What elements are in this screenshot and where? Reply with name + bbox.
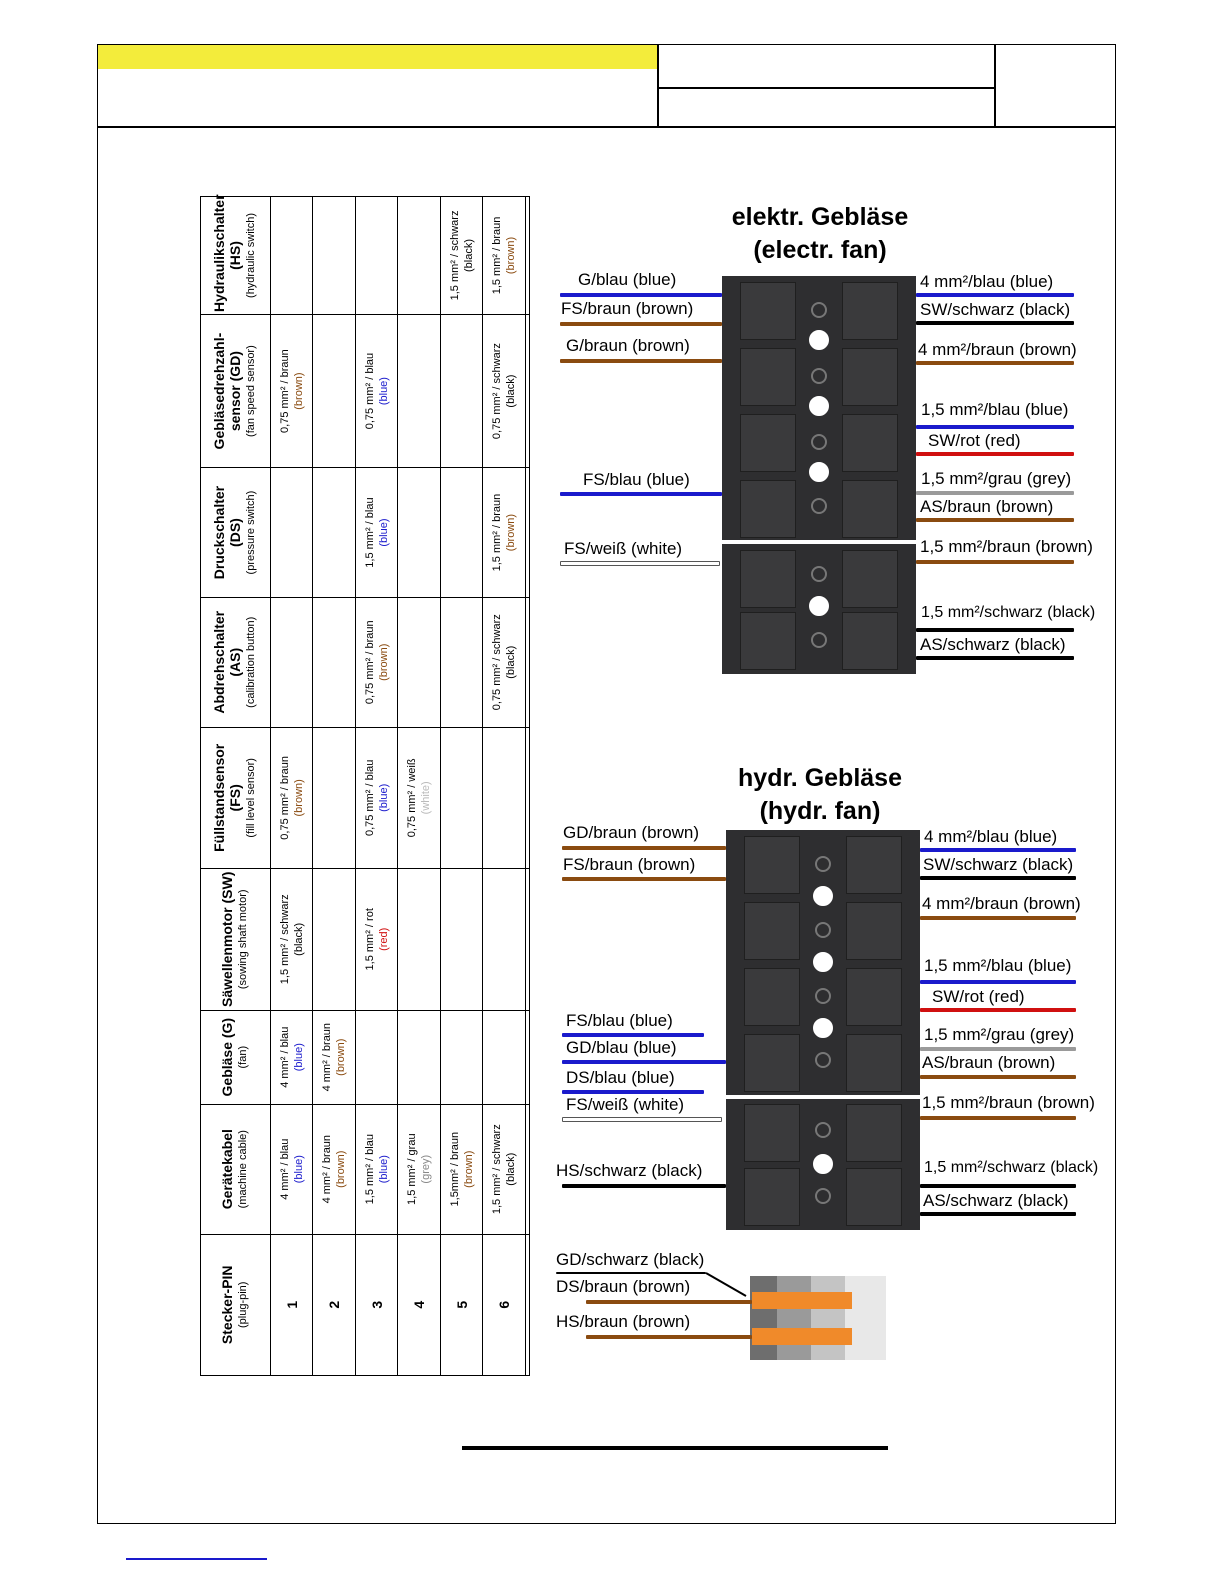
table-cell [270, 197, 312, 315]
header-divider-2 [994, 45, 996, 127]
table-row [355, 197, 397, 1376]
cell-color: (red) [377, 927, 390, 951]
header-main: Druckschalter (DS) [211, 485, 244, 580]
cell-spec: 1,5 mm² / schwarz [448, 210, 461, 301]
header-sub: (machine cable) [237, 1130, 250, 1209]
elec-fan-title-en: (electr. fan) [753, 236, 887, 264]
cell-color: (brown) [505, 236, 518, 275]
table-cell [483, 314, 525, 467]
table-cell [483, 1104, 525, 1234]
table-cell [355, 869, 397, 1010]
hydr-right-wire-10 [920, 1212, 1076, 1216]
hydr-right-label-5: SW/rot (red) [932, 987, 1025, 1006]
elec-left-label-3: G/braun (brown) [566, 336, 690, 355]
hydr-right-label-2: SW/schwarz (black) [923, 855, 1074, 874]
table-cell [355, 1010, 397, 1104]
cell-color: (black) [505, 1152, 518, 1186]
hydr-left-wire-4 [562, 1060, 726, 1064]
hydr-right-wire-3 [920, 916, 1076, 920]
cell-color: (brown) [335, 1038, 348, 1076]
header-middle-line [658, 87, 995, 89]
table-cell [440, 869, 482, 1010]
table-cell [483, 727, 525, 868]
cell-color: (blue) [377, 377, 390, 406]
table-cell [398, 869, 440, 1010]
cell-spec: 4 mm² / braun [321, 1022, 334, 1092]
table-header-3 [201, 869, 271, 1010]
cell-color: (blue) [377, 518, 390, 547]
hydr-fan-connector [726, 830, 920, 1230]
header-main: Gebläsedrehzahl-sensor (GD) [211, 332, 244, 450]
elec-right-wire-1 [916, 293, 1074, 297]
cell-spec: 0,75 mm² / braun [278, 755, 291, 840]
cell-color: (blue) [377, 1155, 390, 1184]
header-sub: (fan speed sensor) [245, 345, 258, 437]
hydr-left-wire-3 [562, 1033, 704, 1037]
pin-number: 6 [483, 1234, 525, 1375]
pin-number: 4 [398, 1234, 440, 1375]
table-header-1 [201, 1104, 271, 1234]
header-sub: (calibration button) [245, 616, 258, 708]
hydr-right-wire-1 [920, 848, 1076, 852]
footer-link-underline [126, 1558, 267, 1560]
hswitch-label-3: HS/braun (brown) [556, 1312, 691, 1331]
pin-number: 3 [355, 1234, 397, 1375]
hydr-right-label-4: 1,5 mm²/blau (blue) [924, 956, 1072, 975]
hydraulic-switch-pin-2 [752, 1328, 852, 1345]
cell-spec: 0,75 mm² / schwarz [491, 343, 504, 440]
table-cell [483, 869, 525, 1010]
elec-right-wire-8 [916, 560, 1074, 564]
hydr-right-label-6: 1,5 mm²/grau (grey) [924, 1025, 1075, 1044]
table-cell [355, 727, 397, 868]
elec-right-label-2: SW/schwarz (black) [920, 300, 1071, 319]
header-divider-1 [657, 45, 659, 127]
cell-spec: 4 mm² / blau [278, 1138, 291, 1200]
table-header-4 [201, 727, 271, 868]
elec-fan-title-de: elektr. Gebläse [731, 203, 909, 231]
table-cell [398, 314, 440, 467]
elec-left-wire-4 [560, 492, 722, 496]
cell-spec: 4 mm² / blau [278, 1026, 291, 1088]
hswitch-diagonal-wire [700, 1270, 760, 1300]
table-cell [525, 727, 529, 868]
elec-left-wire-3 [560, 359, 722, 363]
pin-assignment-table [200, 196, 530, 1376]
table-row [398, 197, 440, 1376]
cell-spec: 0,75 mm² / schwarz [491, 614, 504, 711]
pin-number: 1 [270, 1234, 312, 1375]
hswitch-label-2: DS/braun (brown) [556, 1277, 691, 1296]
table-cell [398, 1104, 440, 1234]
hydr-connector-gap [720, 1095, 924, 1099]
cell-spec: 1,5 mm² / grau [406, 1133, 419, 1205]
table-cell [440, 597, 482, 727]
hswitch-label-1: GD/schwarz (black) [556, 1250, 705, 1269]
elec-right-label-7: AS/braun (brown) [920, 497, 1054, 516]
table-cell [270, 727, 312, 868]
table-row [440, 197, 482, 1376]
table-cell [525, 197, 529, 315]
hydr-right-wire-4 [920, 980, 1076, 984]
elec-left-wire-5 [560, 561, 720, 566]
table-row [483, 197, 525, 1376]
header-main: Stecker-PIN [219, 1265, 236, 1345]
header-highlight-bar [98, 45, 658, 69]
cell-spec: 1,5 mm² / rot [363, 908, 376, 971]
hydr-right-label-7: AS/braun (brown) [922, 1053, 1056, 1072]
hydr-right-wire-6 [920, 1047, 1076, 1051]
table-cell [355, 1104, 397, 1234]
cell-color: (brown) [462, 1150, 475, 1188]
table-cell [355, 597, 397, 727]
table-cell [313, 468, 355, 598]
table-cell [525, 869, 529, 1010]
table-cell [525, 1010, 529, 1104]
table-cell [483, 468, 525, 598]
hydr-left-label-2: FS/braun (brown) [563, 855, 696, 874]
table-cell [270, 597, 312, 727]
cell-spec: 0,75 mm² / blau [363, 352, 376, 430]
table-cell [483, 597, 525, 727]
pin-number: 5 [440, 1234, 482, 1375]
header-sub: (fill level sensor) [245, 758, 258, 838]
cell-spec: 1,5 mm² / schwarz [491, 1124, 504, 1215]
elec-right-wire-3 [916, 361, 1074, 365]
hydraulic-switch-connector [750, 1276, 886, 1360]
hydr-left-label-4: GD/blau (blue) [566, 1038, 677, 1057]
hydr-right-wire-2 [920, 876, 1076, 880]
cell-color: (brown) [335, 1150, 348, 1188]
hydr-right-label-10: AS/schwarz (black) [923, 1191, 1069, 1210]
header-sub: (fan) [237, 1045, 250, 1069]
cell-spec: 1,5 mm² / braun [491, 493, 504, 572]
elec-left-label-5: FS/weiß (white) [564, 539, 683, 558]
cell-color: (black) [292, 922, 305, 956]
cell-color: (brown) [505, 513, 518, 552]
cell-color: (black) [505, 645, 518, 679]
table-cell [398, 197, 440, 315]
cell-spec: 1,5 mm² / schwarz [278, 894, 291, 985]
elec-right-label-9: 1,5 mm²/schwarz (black) [921, 604, 1096, 621]
cell-color: (blue) [377, 783, 390, 812]
cell-color: (black) [462, 238, 475, 272]
cell-spec: 1,5 mm² / braun [491, 216, 504, 295]
elec-fan-title [700, 201, 940, 267]
hswitch-wire-2 [586, 1300, 752, 1304]
table-header-5 [201, 597, 271, 727]
header-main: Hydraulikschalter (HS) [211, 194, 244, 312]
elec-right-wire-9 [916, 628, 1074, 632]
hydr-fan-title-de: hydr. Gebläse [738, 764, 902, 792]
cell-color: (blue) [292, 1043, 305, 1072]
table-cell [440, 197, 482, 315]
cell-spec: 1,5 mm² / blau [363, 1134, 376, 1205]
table-cell [398, 597, 440, 727]
table-cell [270, 468, 312, 598]
elec-right-wire-6 [916, 491, 1074, 495]
hydr-left-wire-6 [562, 1117, 722, 1122]
header-sub: (sowing shaft motor) [237, 889, 250, 990]
hydr-right-label-8: 1,5 mm²/braun (brown) [922, 1093, 1095, 1112]
header-sub: (pressure switch) [245, 490, 258, 575]
table-cell [440, 1104, 482, 1234]
table-cell [270, 314, 312, 467]
hydr-left-label-7: HS/schwarz (black) [556, 1161, 703, 1180]
elec-right-wire-10 [916, 656, 1074, 660]
table-cell [398, 468, 440, 598]
hydr-right-wire-8 [920, 1116, 1076, 1120]
table-cell [525, 597, 529, 727]
elec-right-label-5: SW/rot (red) [928, 431, 1021, 450]
table-cell [483, 197, 525, 315]
elec-left-label-1: G/blau (blue) [578, 270, 677, 289]
pin-number [525, 1234, 529, 1375]
elec-right-label-8: 1,5 mm²/braun (brown) [920, 537, 1093, 556]
table-cell [355, 468, 397, 598]
table-cell [313, 314, 355, 467]
hswitch-wire-3 [586, 1335, 752, 1339]
header-main: Füllstandsensor (FS) [211, 743, 244, 852]
table-cell [525, 314, 529, 467]
cell-color: (black) [505, 374, 518, 408]
table-cell [525, 1104, 529, 1234]
cell-spec: 0,75 mm² / braun [278, 349, 291, 433]
table-cell [313, 197, 355, 315]
hydr-fan-title [700, 762, 940, 828]
table-cell [270, 869, 312, 1010]
cell-color: (white) [420, 781, 433, 815]
elec-right-label-3: 4 mm²/braun (brown) [918, 340, 1077, 359]
cell-spec: 1,5 mm² / blau [363, 497, 376, 568]
cell-color: (grey) [420, 1154, 433, 1184]
cell-color: (brown) [292, 372, 305, 410]
header-main: Säwellenmotor (SW) [219, 871, 236, 1007]
hydr-left-label-5: DS/blau (blue) [566, 1068, 675, 1087]
table-cell [355, 197, 397, 315]
table-cell [483, 1010, 525, 1104]
hswitch-wire-1 [556, 1272, 706, 1274]
hydr-right-label-9: 1,5 mm²/schwarz (black) [924, 1159, 1099, 1176]
header-main: Abdrehschalter (AS) [211, 610, 244, 714]
elec-left-label-2: FS/braun (brown) [561, 299, 694, 318]
table-cell [270, 1104, 312, 1234]
hydr-left-label-6: FS/weiß (white) [566, 1095, 685, 1114]
cell-spec: 1,5mm² / braun [448, 1131, 461, 1207]
elec-right-label-1: 4 mm²/blau (blue) [920, 272, 1054, 291]
hydr-right-label-1: 4 mm²/blau (blue) [924, 827, 1058, 846]
table-cell [313, 869, 355, 1010]
header-sub: (hydraulic switch) [245, 213, 258, 298]
elec-left-wire-2 [560, 322, 722, 326]
table-cell [525, 468, 529, 598]
hydr-left-wire-1 [562, 846, 726, 850]
elec-connector-gap [716, 540, 920, 544]
hydr-left-label-1: GD/braun (brown) [563, 823, 700, 842]
hydr-right-wire-9 [920, 1184, 1076, 1188]
table-header-7 [201, 314, 271, 467]
elec-right-label-6: 1,5 mm²/grau (grey) [921, 469, 1072, 488]
hydr-left-wire-5 [562, 1090, 704, 1094]
elec-right-label-4: 1,5 mm²/blau (blue) [921, 400, 1069, 419]
elec-right-wire-5 [916, 452, 1074, 456]
elec-fan-connector [722, 276, 916, 674]
cell-spec: 0,75 mm² / blau [363, 759, 376, 837]
table-header-2 [201, 1010, 271, 1104]
table-cell [398, 1010, 440, 1104]
table-cell [440, 468, 482, 598]
cell-spec: 0,75 mm² / braun [363, 620, 376, 705]
table-cell [313, 597, 355, 727]
elec-left-label-4: FS/blau (blue) [583, 470, 690, 489]
hydr-right-wire-7 [920, 1075, 1076, 1079]
header-main: Gerätekabel [219, 1129, 236, 1210]
hydraulic-switch-pin-1 [752, 1292, 852, 1309]
table-header-0 [201, 1234, 271, 1375]
table-cell [313, 727, 355, 868]
table-cell [440, 1010, 482, 1104]
table-cell [313, 1104, 355, 1234]
cell-spec: 4 mm² / braun [321, 1134, 334, 1204]
cell-spec: 0,75 mm² / weiß [406, 758, 419, 838]
hydr-left-wire-7 [562, 1184, 726, 1188]
table-cell [270, 1010, 312, 1104]
hydr-fan-title-en: (hydr. fan) [759, 797, 881, 825]
pin-number: 2 [313, 1234, 355, 1375]
table-cell [440, 314, 482, 467]
table-row [525, 197, 529, 1376]
hydr-left-label-3: FS/blau (blue) [566, 1011, 673, 1030]
table-header-8 [201, 194, 271, 315]
table-cell [398, 727, 440, 868]
signature-line [462, 1446, 888, 1450]
hydr-right-wire-5 [920, 1008, 1076, 1012]
elec-right-wire-2 [916, 321, 1074, 325]
elec-right-wire-4 [916, 425, 1074, 429]
table-cell [440, 727, 482, 868]
elec-right-wire-7 [916, 518, 1074, 522]
table-row [270, 197, 312, 1376]
hydr-right-label-3: 4 mm²/braun (brown) [922, 894, 1081, 913]
cell-color: (brown) [292, 779, 305, 817]
cell-color: (blue) [292, 1155, 305, 1184]
table-header-6 [201, 468, 271, 598]
table-cell [313, 1010, 355, 1104]
table-row [313, 197, 355, 1376]
elec-right-label-10: AS/schwarz (black) [920, 635, 1066, 654]
elec-left-wire-1 [560, 293, 722, 297]
header-main: Gebläse (G) [219, 1017, 236, 1097]
header-sub: (plug-pin) [237, 1281, 250, 1328]
table-cell [355, 314, 397, 467]
hydr-left-wire-2 [562, 877, 726, 881]
header-bottom-line [98, 126, 1115, 128]
cell-color: (brown) [377, 643, 390, 681]
